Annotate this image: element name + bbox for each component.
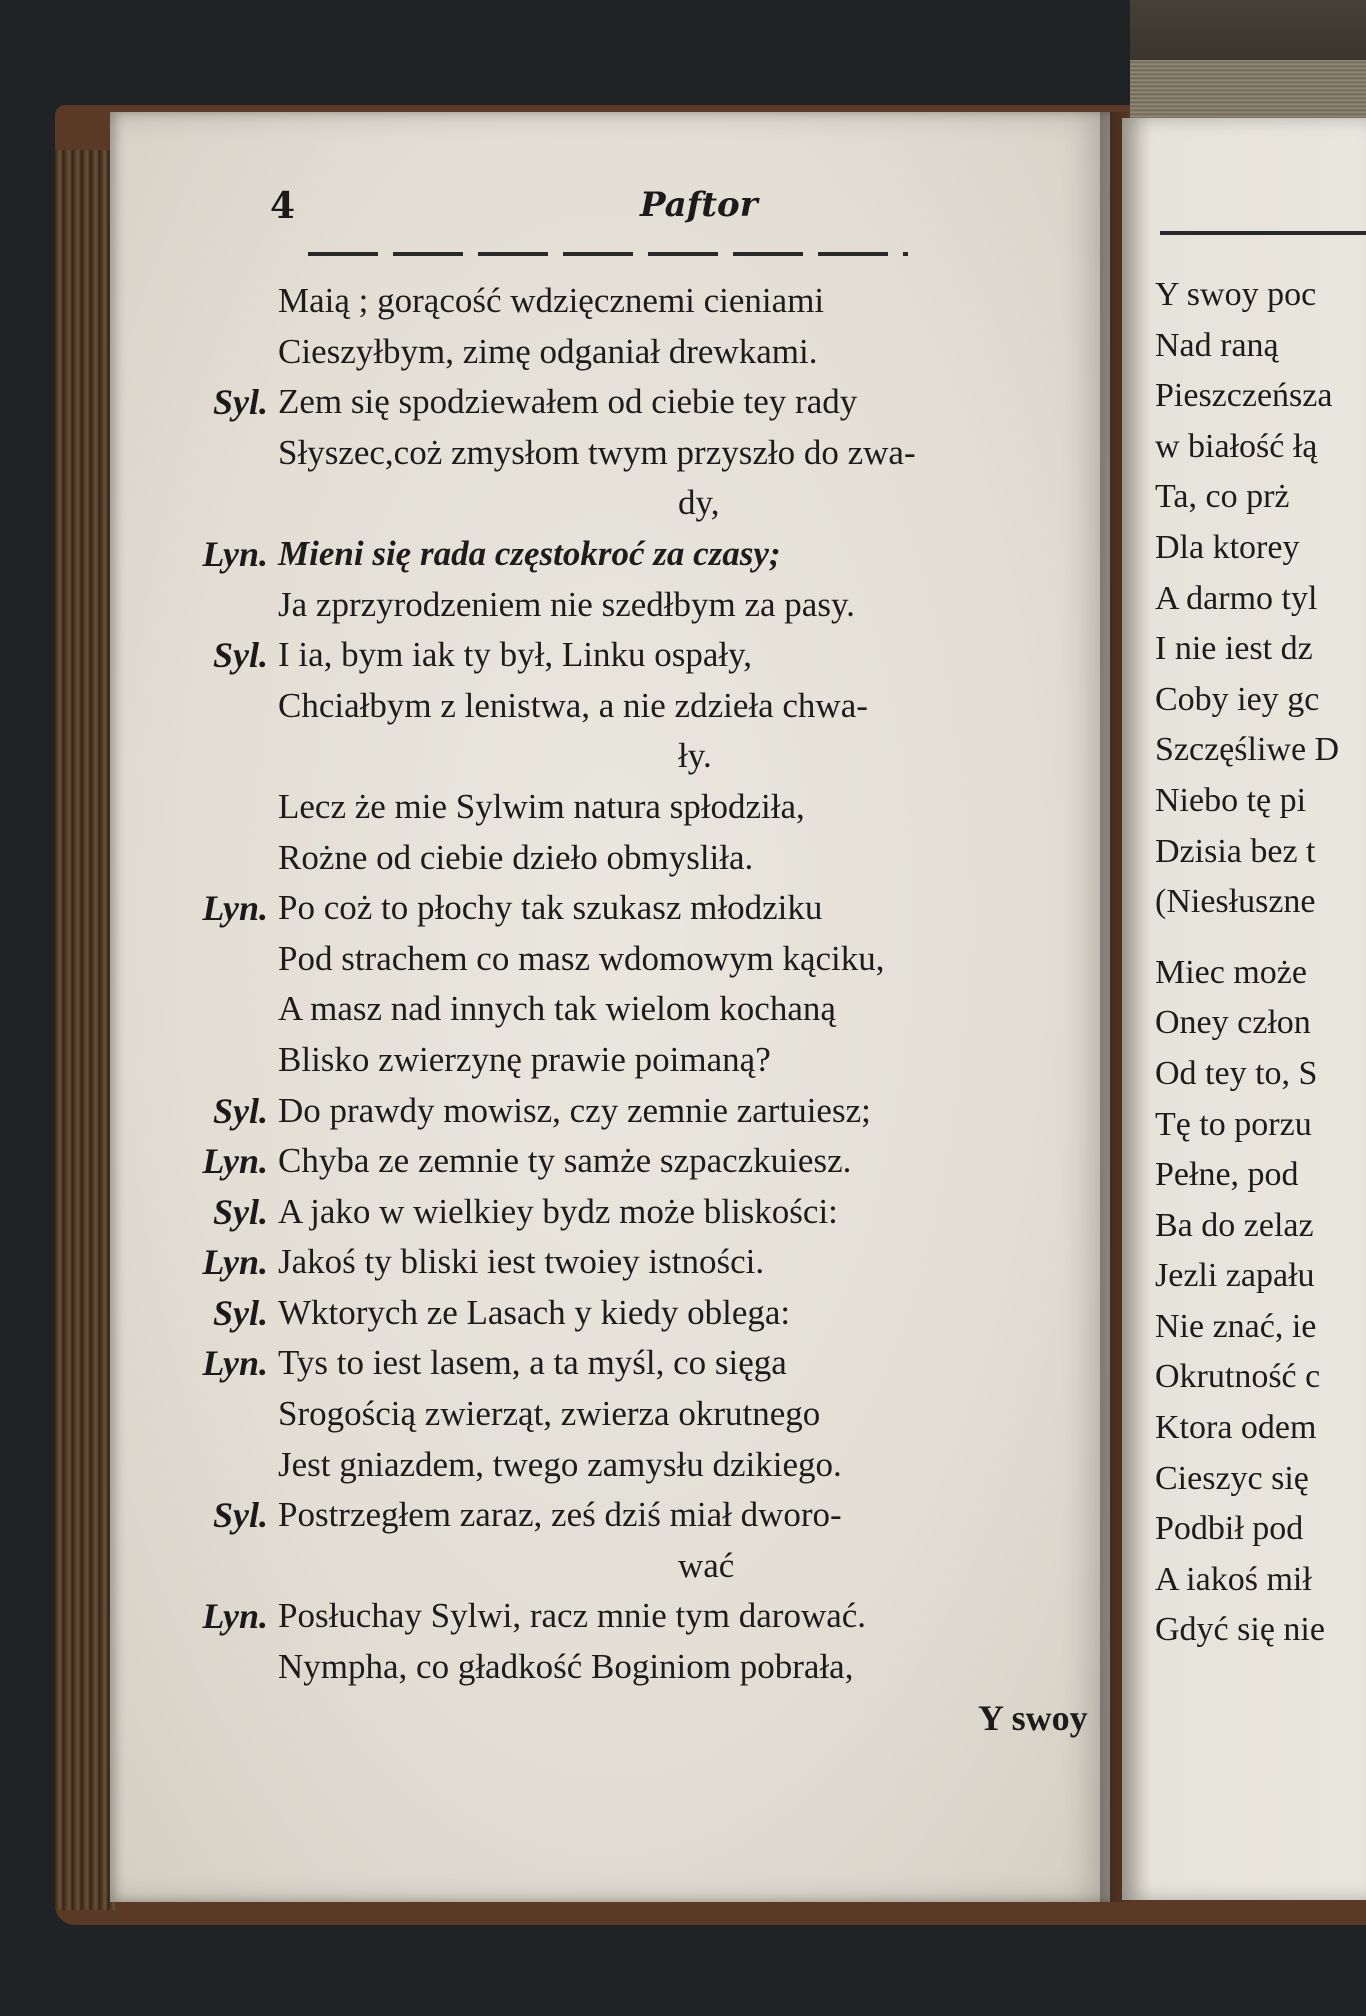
verse-text: Jest gniazdem, twego zamysłu dzikiego. <box>278 1444 842 1484</box>
right-verse-line: A darmo tyl <box>1155 579 1318 617</box>
verse-line <box>212 1086 1118 1137</box>
verse-text: Chyba ze zemnie ty samże szpaczkuiesz. <box>278 1141 852 1181</box>
right-verse-line: Y swoy poc <box>1155 276 1317 313</box>
speaker-label: Lyn. <box>202 888 268 929</box>
verse-line <box>202 1338 1118 1389</box>
verse-line <box>278 934 1118 985</box>
verse-line <box>278 1389 1118 1440</box>
right-verse-line: Nad raną <box>1155 326 1279 364</box>
right-verse-line: Nie znać, ie <box>1155 1307 1317 1345</box>
verse-line <box>278 731 1118 782</box>
verse-text: Tys to iest lasem, a ta myśl, co sięga <box>278 1343 787 1383</box>
verse-text: Posłuchay Sylwi, racz mnie tym darować. <box>278 1596 867 1636</box>
verse-line <box>278 1035 1118 1086</box>
right-verse-line: Ta, co prż <box>1155 478 1290 516</box>
verse-line <box>278 428 1118 479</box>
verse-line <box>278 478 1118 529</box>
verse-text: Chciałbym z lenistwa, a nie zdzieła chwa- <box>278 685 868 725</box>
verse-text: Postrzegłem zaraz, ześ dziś miał dworo- <box>278 1495 842 1535</box>
speaker-label: Syl. <box>212 1495 268 1536</box>
right-verse-line: Pełne, pod <box>1155 1156 1299 1194</box>
running-head: Paftor <box>640 185 758 225</box>
verse-text: wać <box>678 1545 735 1585</box>
verse-line <box>278 984 1118 1035</box>
verse-text: Wktorych ze Lasach y kiedy oblega: <box>278 1292 791 1332</box>
verse-line <box>278 1541 1118 1592</box>
right-verse-line: Okrutność c <box>1155 1358 1321 1396</box>
right-verse-line <box>1155 928 1365 948</box>
right-verse-line: Coby iey gc <box>1155 680 1320 718</box>
verse-text: Srogością zwierząt, zwierza okrutnego <box>278 1394 821 1434</box>
speaker-label: Lyn. <box>202 1343 268 1384</box>
left-page-text <box>202 276 1118 1743</box>
verse-text: Cieszyłbym, zimę odganiał drewkami. <box>278 331 818 371</box>
verse-line <box>202 1591 1118 1642</box>
right-verse-line: Szczęśliwe D <box>1155 731 1340 769</box>
right-verse-line: Oney człon <box>1155 1004 1311 1042</box>
verse-text: Lecz że mie Sylwim natura spłodziła, <box>278 786 805 826</box>
right-verse-line: Dzisia bez t <box>1155 832 1316 870</box>
verse-line <box>202 529 1118 580</box>
right-verse-line: Miec może <box>1155 953 1307 991</box>
verse-line <box>212 1490 1118 1541</box>
header-rule-right <box>1160 231 1366 235</box>
verse-text: Po coż to płochy tak szukasz młodziku <box>278 888 823 928</box>
verse-text: Blisko zwierzynę prawie poimaną? <box>278 1039 771 1079</box>
verse-text: Nympha, co gładkość Boginiom pobrała, <box>278 1647 854 1687</box>
right-verse-line: Ktora odem <box>1155 1409 1317 1447</box>
verse-line <box>278 833 1118 884</box>
verse-line <box>202 883 1118 934</box>
right-verse-line: Jezli zapału <box>1155 1257 1315 1295</box>
verse-line <box>278 1642 1118 1693</box>
speaker-label: Syl. <box>212 382 268 423</box>
verse-text: Pod strachem co masz wdomowym kąciku, <box>278 938 885 978</box>
verse-text: A jako w wielkiey bydz może bliskości: <box>278 1191 838 1231</box>
book-spine <box>55 150 115 1910</box>
right-page-text <box>1155 270 1365 1656</box>
page-number: 4 <box>270 185 296 227</box>
right-verse-line: w białość łą <box>1155 427 1318 465</box>
verse-text: Rożne od ciebie dzieło obmysliła. <box>278 837 754 877</box>
verse-text: Y swoy <box>978 1697 1088 1738</box>
right-verse-line: Podbił pod <box>1155 1510 1304 1548</box>
verse-line <box>202 1136 1118 1187</box>
speaker-label: Syl. <box>212 635 268 676</box>
speaker-label: Syl. <box>212 1292 268 1333</box>
verse-line <box>278 1693 1118 1744</box>
verse-text: dy, <box>678 483 720 523</box>
verse-line <box>202 1237 1118 1288</box>
verse-text: ły. <box>678 736 712 776</box>
verse-line <box>278 276 1118 327</box>
verse-line <box>212 630 1118 681</box>
header-rule <box>308 252 908 256</box>
verse-text: A masz nad innych tak wielom kochaną <box>278 989 836 1029</box>
verse-text: I ia, bym iak ty był, Linku ospały, <box>278 635 753 675</box>
verse-line <box>278 327 1118 378</box>
right-verse-line: Pieszczeńsza <box>1155 377 1333 415</box>
verse-text: Do prawdy mowisz, czy zemnie zartuiesz; <box>278 1090 871 1130</box>
speaker-label: Lyn. <box>202 1141 268 1182</box>
right-verse-line: (Niesłuszne <box>1155 883 1316 921</box>
verse-text: Mieni się rada częstokroć za czasy; <box>278 533 781 573</box>
speaker-label: Lyn. <box>202 1242 268 1283</box>
verse-text: Zem się spodziewałem od ciebie tey rady <box>278 382 858 422</box>
verse-text: Jakoś ty bliski iest twoiey istności. <box>278 1242 765 1282</box>
verse-text: Maią ; gorącość wdzięcznemi cieniami <box>278 281 825 320</box>
right-verse-line: I nie iest dz <box>1155 630 1313 668</box>
right-verse-line: Dla ktorey <box>1155 528 1300 566</box>
speaker-label: Syl. <box>212 1191 268 1232</box>
verse-text: Słyszec,coż zmysłom twym przyszło do zwa- <box>278 432 916 472</box>
speaker-label: Syl. <box>212 1090 268 1131</box>
right-verse-line: Tę to porzu <box>1155 1105 1312 1143</box>
verse-line <box>212 377 1118 428</box>
right-verse-line: Ba do zelaz <box>1155 1206 1314 1244</box>
right-verse-line: Od tey to, S <box>1155 1054 1318 1092</box>
verse-line <box>278 1440 1118 1491</box>
right-verse-line: Gdyć się nie <box>1155 1611 1325 1649</box>
verse-line <box>212 1288 1118 1339</box>
right-verse-line: Niebo tę pi <box>1155 781 1307 819</box>
verse-line <box>278 681 1118 732</box>
right-verse-line: A iakoś mił <box>1155 1560 1312 1598</box>
verse-text: Ja zprzyrodzeniem nie szedłbym za pasy. <box>278 584 855 624</box>
verse-line <box>278 782 1118 833</box>
right-verse-line: Cieszyc się <box>1155 1459 1309 1497</box>
speaker-label: Lyn. <box>202 533 268 574</box>
speaker-label: Lyn. <box>202 1596 268 1637</box>
verse-line <box>278 580 1118 631</box>
verse-line <box>212 1187 1118 1238</box>
